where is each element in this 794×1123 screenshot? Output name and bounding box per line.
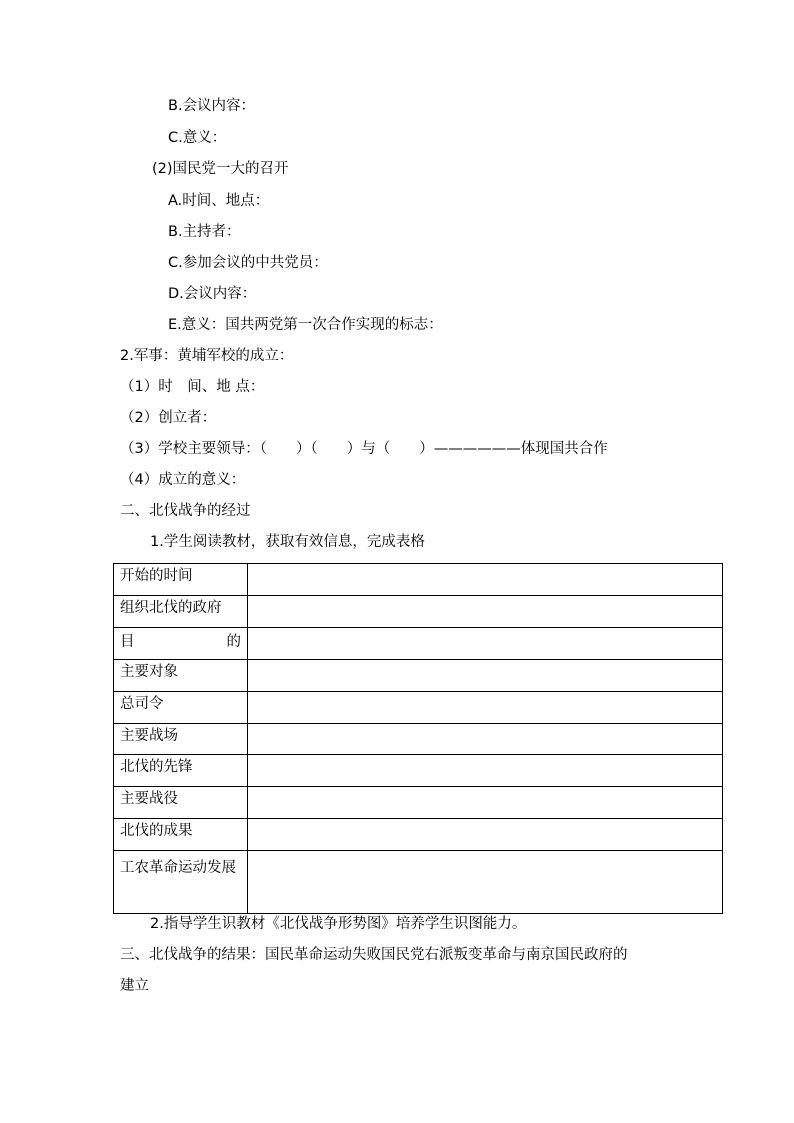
military-heading: 2.军事：黄埔军校的成立：: [120, 348, 294, 364]
table-row: [114, 819, 723, 851]
meeting2-time-place: A.时间、地点：: [168, 193, 270, 209]
answer-cell[interactable]: [248, 564, 723, 596]
row-label: 北伐的先锋: [114, 755, 248, 787]
purpose-label-right: 的: [226, 634, 241, 650]
section2-task-1: 1.学生阅读教材，获取有效信息，完成表格: [150, 534, 425, 550]
section3-heading-line-2: 建立: [120, 978, 149, 994]
meeting2-ccp-members: C.参加会议的中共党员：: [168, 255, 328, 271]
meeting1-significance: C.意义：: [168, 130, 227, 146]
section2-task-2: 2.指导学生识教材《北伐战争形势图》培养学生识图能力。: [150, 916, 527, 932]
row-label: 主要对象: [114, 660, 248, 692]
northern-expedition-table: [113, 563, 723, 914]
meeting1-content: B.会议内容：: [168, 98, 256, 114]
row-label: 组织北伐的政府: [114, 596, 248, 628]
purpose-label-left: 目: [120, 634, 135, 650]
table-row: [114, 596, 723, 628]
section2-heading: 二、北伐战争的经过: [120, 503, 251, 519]
military-item-4: （4）成立的意义：: [120, 472, 246, 488]
table-row: [114, 755, 723, 787]
meeting2-content: D.会议内容：: [168, 286, 257, 302]
table-row: [114, 851, 723, 914]
military-item-3: （3）学校主要领导：（ ）（ ）与（ ）——————体现国共合作: [120, 441, 608, 457]
row-label: 总司令: [114, 692, 248, 724]
answer-cell[interactable]: [248, 851, 723, 914]
answer-cell[interactable]: [248, 692, 723, 724]
row-label: [114, 628, 248, 660]
table-row: [114, 692, 723, 724]
answer-cell[interactable]: [248, 628, 723, 660]
meeting2-significance: E.意义：国共两党第一次合作实现的标志：: [168, 317, 443, 333]
section3-heading-line-1: 三、北伐战争的结果：国民革命运动失败国民党右派叛变革命与南京国民政府的: [120, 947, 628, 963]
row-label: 北伐的成果: [114, 819, 248, 851]
row-label: 主要战场: [114, 724, 248, 755]
table-row: [114, 787, 723, 819]
table-row: [114, 724, 723, 755]
table-row: [114, 564, 723, 596]
meeting2-host: B.主持者：: [168, 224, 241, 240]
answer-cell[interactable]: [248, 819, 723, 851]
military-item-1: （1）时 间、地 点：: [120, 379, 265, 395]
table-row: [114, 628, 723, 660]
answer-cell[interactable]: [248, 596, 723, 628]
military-item-2: （2）创立者：: [120, 410, 217, 426]
row-label: 工农革命运动发展: [114, 851, 248, 914]
answer-cell[interactable]: [248, 724, 723, 755]
row-label: 开始的时间: [114, 564, 248, 596]
table-row: [114, 660, 723, 692]
meeting2-heading: (2)国民党一大的召开: [152, 161, 289, 177]
answer-cell[interactable]: [248, 787, 723, 819]
row-label: 主要战役: [114, 787, 248, 819]
answer-cell[interactable]: [248, 660, 723, 692]
answer-cell[interactable]: [248, 755, 723, 787]
